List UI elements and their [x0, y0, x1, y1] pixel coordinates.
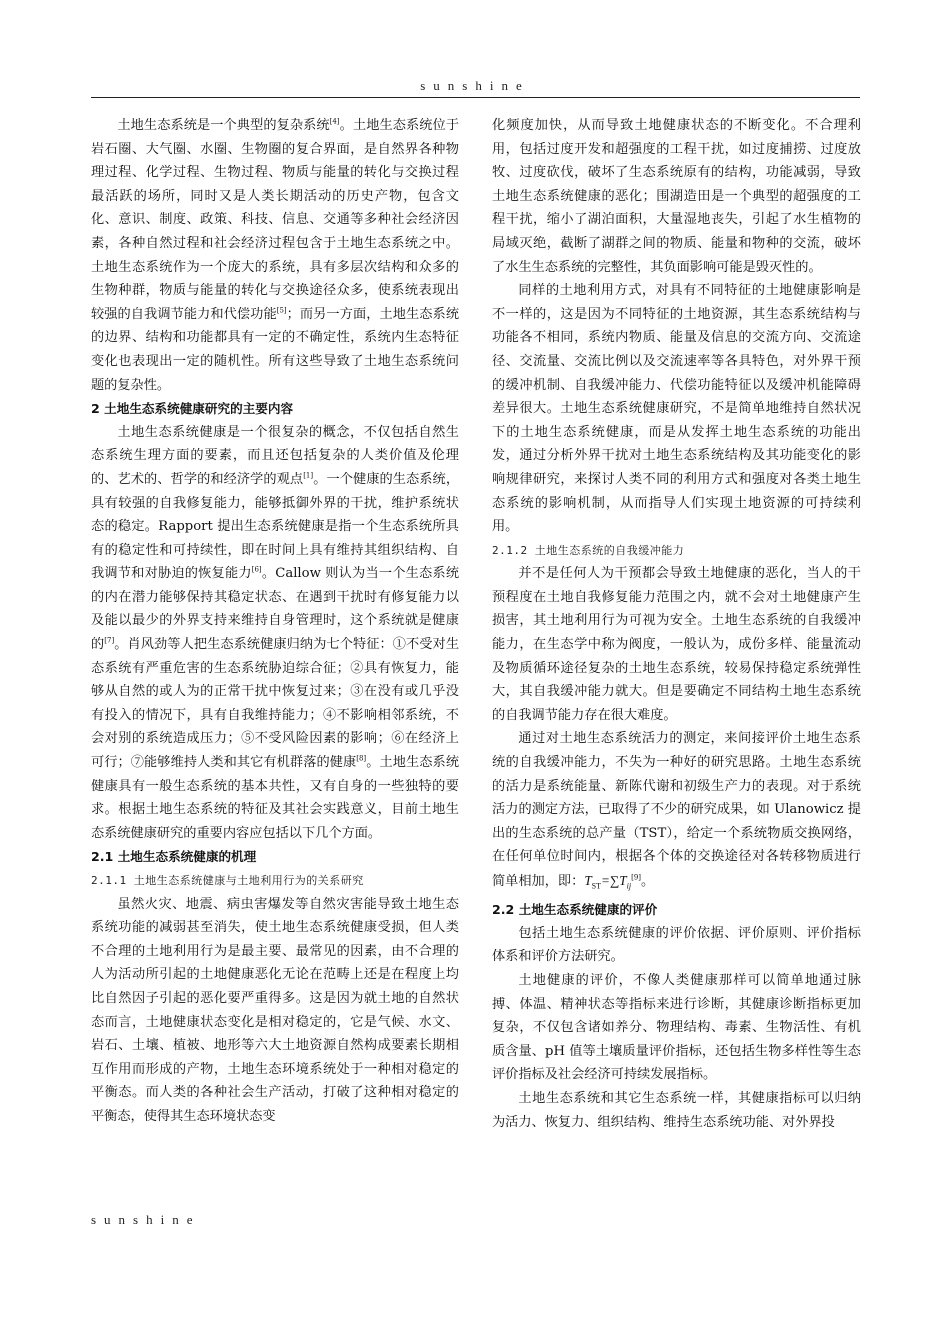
paragraph-evaluation-indicators: 土地健康的评价，不像人类健康那样可以简单地通过脉搏、体温、精神状态等指标来进行诊断，其健康诊断指标更加复杂，不仅包含诸如养分、物理结构、毒素、生物活性、有机质含量、pH 值等土壤质量评价指标，还包括生物多样性等生态评价指标及社会经济可持续发展指标。	[492, 973, 861, 1083]
formula-tst: $T_{ST}=\sum T_{ij}$	[584, 873, 632, 891]
paragraph-landuse-behavior: 虽然火灾、地震、病虫害爆发等自然灾害能导致土地生态系统功能的减弱甚至消失，使土地生态系统健康受损，但人类不合理的土地利用行为是最主要、最常见的因素，由不合理的人为活动所引起的土地健康恶化无论在范畴上还是在程度上均比自然因子引起的恶化要严重得多。这是因为就土地的自然状态而言，土地健康状态变化是相对稳定的，它是气候、水文、岩石、土壤、植被、地形等六大土地资源自然构成要素长期相互作用而形成的产物，土地生态环境系统处于一种相对稳定的平衡态。而人类的各种社会生产活动，打破了这种相对稳定的平衡态，使得其生态环境状态变	[91, 896, 459, 1124]
citation-5[interactable]: [5]	[276, 306, 287, 315]
paragraph-vitality: 通过对土地生态系统活力的测定，来间接评价土地生态系统的自我缓冲能力，不失为一种好的研究思路。土地生态系统的活力是系统能量、新陈代谢和初级生产力的表现。对于系统活力的测定方法，已取得了不少的研究成果，如 Ulanowicz 提出的生态系统的总产量（TST），给定一个系统物质交换网络，在任何单位时间内，根据各个体的交换途径对各转移物质进行简单相加，即：$T_{ST}=\sum T_{ij}[9]$。	[492, 731, 861, 891]
left-column	[91, 114, 459, 1129]
subsubsection-heading-2-1-1: 2.1.1 土地生态系统健康与土地利用行为的关系研究	[91, 874, 364, 887]
paragraph-buffer-capacity: 并不是任何人为干预都会导致土地健康的恶化，当人的干预程度在土地自我修复能力范围之内，就不会对土地健康产生损害，其土地利用行为可视为安全。土地生态系统的自我缓冲能力，在生态学中称为阀度，一般认为，成份多样、能量流动及物质循环途径复杂的土地生态系统，较易保持稳定系统弹性大，其自我缓冲能力就大。但是要确定不同结构土地生态系统的自我调节能力存在很大难度。	[492, 566, 861, 723]
citation-1[interactable]: [1]	[303, 471, 314, 480]
citation-7[interactable]: [7]	[104, 636, 115, 645]
subsection-heading-2-2: 2.2 土地生态系统健康的评价	[492, 902, 658, 918]
paragraph-health-indicators: 土地生态系统和其它生态系统一样，其健康指标可以归纳为活力、恢复力、组织结构、维持生态系统功能、对外界投	[492, 1090, 861, 1130]
citation-8[interactable]: [8]	[356, 754, 367, 763]
running-footer: sunshine	[91, 1212, 201, 1227]
section-heading-2: 2 土地生态系统健康研究的主要内容	[91, 401, 294, 417]
paragraph-evaluation-scope: 包括土地生态系统健康的评价依据、评价原则、评价指标体系和评价方法研究。	[492, 925, 861, 965]
citation-9[interactable]: [9]	[631, 873, 642, 882]
paragraph-landuse-continued: 化频度加快，从而导致土地健康状态的不断变化。不合理利用，包括过度开发和超强度的工程干扰，如过度捕捞、过度放牧、过度砍伐，破坏了生态系统原有的结构，功能减弱，导致土地生态系统健康的恶化；围湖造田是一个典型的超强度的工程干扰，缩小了湖泊面积，大量湿地丧失，引起了水生植物的局域灭绝，截断了湖群之间的物质、能量和物种的交流，破坏了水生生态系统的完整性，其负面影响可能是毁灭性的。	[492, 118, 861, 275]
subsubsection-heading-2-1-2: 2.1.2 土地生态系统的自我缓冲能力	[492, 543, 685, 557]
right-column	[492, 114, 861, 1134]
citation-4[interactable]: [4]	[329, 117, 340, 126]
subsection-heading-2-1: 2.1 土地生态系统健康的机理	[91, 849, 257, 865]
paragraph-same-landuse: 同样的土地利用方式，对具有不同特征的土地健康影响是不一样的，这是因为不同特征的土地资源，其生态系统结构与功能各不相同，系统内物质、能量及信息的交流方向、交流途径、交流量、交流比例以及交流速率等各具特色，对外界干预的缓冲机制、自我缓冲能力、代偿功能特征以及缓冲机能障碍差异很大。土地生态系统健康研究，不是简单地维持自然状况下的土地生态系统健康，而是从发挥土地生态系统的功能出发，通过分析外界干扰对土地生态系统结构及其功能变化的影响规律研究，来探讨人类不同的利用方式和强度对各类土地生态系统的影响机制，从而指导人们实现土地资源的可持续利用。	[492, 283, 861, 535]
paragraph-complex-system: 土地生态系统是一个典型的复杂系统[4]。土地生态系统位于岩石圈、大气圈、水圈、生物圈的复合界面，是自然界各种物理过程、化学过程、生物过程、物质与能量的转化与交换过程最活跃的场所，同时又是人类长期活动的历史产物，包含文化、意识、制度、政策、科技、信息、交通等多种社会经济因素，各种自然过程和社会经济过程包含于土地生态系统之中。土地生态系统作为一个庞大的系统，具有多层次结构和众多的生物种群，物质与能量的转化与交换途径众多，使系统表现出较强的自我调节能力和代偿功能[5]；而另一方面，土地生态系统的边界、结构和功能都具有一定的不确定性，系统内生态特征变化也表现出一定的随机性。所有这些导致了土地生态系统问题的复杂性。	[91, 117, 460, 393]
paragraph-health-concept: 土地生态系统健康是一个很复杂的概念，不仅包括自然生态系统生理方面的要素，而且还包括复杂的人类价值及伦理的、艺术的、哲学的和经济学的观点[1]。一个健康的生态系统，具有较强的自我修复能力，能够抵御外界的干扰，维护系统状态的稳定。Rapport 提出生态系统健康是指一个生态系统所具有的稳定性和可持续性，即在时间上具有维持其组织结构、自我调节和对胁迫的恢复能力[6]。Callow 则认为当一个生态系统的内在潜力能够保持其稳定状态、在遇到干扰时有修复能力以及能以最少的外界支持来维持自身管理时，这个系统就是健康的[7]。肖风劲等人把生态系统健康归纳为七个特征：①不受对生态系统有严重危害的生态系统胁迫综合征；②具有恢复力，能够从自然的或人为的正常干扰中恢复过来；③在没有或几乎没有投入的情况下，具有自我维持能力；④不影响相邻系统，不会对别的系统造成压力；⑤不受风险因素的影响；⑥在经济上可行；⑦能够维持人类和其它有机群落的健康[8]。土地生态系统健康具有一般生态系统的基本共性，又有自身的一些独特的要求。根据土地生态系统的特征及其社会实践意义，目前土地生态系统健康研究的重要内容应包括以下几个方面。	[91, 424, 460, 841]
running-header: sunshine	[420, 78, 530, 93]
citation-6[interactable]: [6]	[251, 565, 262, 574]
header-rule	[91, 97, 860, 98]
